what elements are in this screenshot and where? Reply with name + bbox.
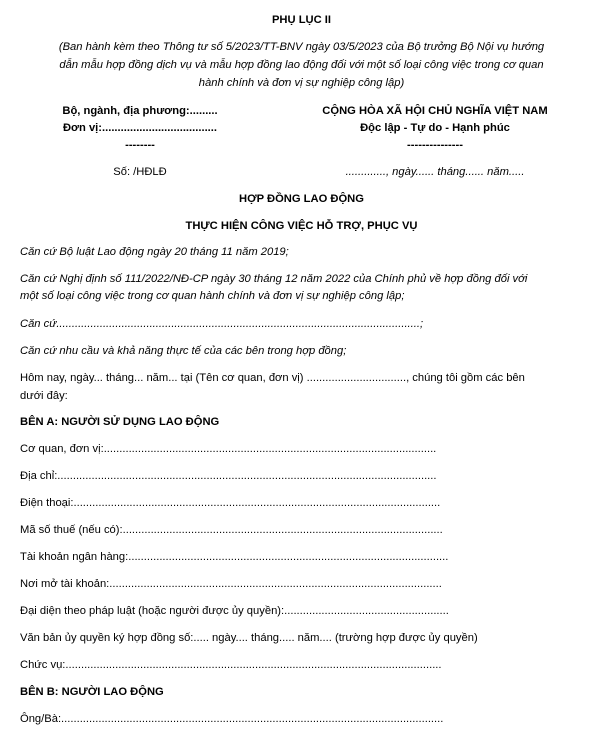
- right-divider: ---------------: [407, 139, 463, 151]
- appendix-subtitle-line-3: hành chính và đơn vị sự nghiệp công lập): [198, 77, 405, 89]
- contract-subtitle: THỰC HIỆN CÔNG VIỆC HỖ TRỢ, PHỤC VỤ: [185, 220, 418, 232]
- party-a-authorization-field: Văn bản ủy quyền ký hợp đồng số:..... ngày.... tháng..... năm.... (trường hợp được ủy quyền): [20, 632, 478, 644]
- contract-title: HỢP ĐỒNG LAO ĐỘNG: [239, 193, 364, 205]
- legal-basis-2-line-1: Căn cứ Nghị định số 111/2022/NĐ-CP ngày 30 tháng 12 năm 2022 của Chính phủ về hợp đồng đối với: [20, 273, 528, 285]
- party-a-position-field: Chức vụ:.........................................................................................................................: [20, 659, 442, 671]
- unit-line: Đơn vị:.....................................: [62, 122, 218, 134]
- party-a-agency-field: Cơ quan, đơn vị:...........................................................................................................: [20, 443, 437, 455]
- nation-title: CỘNG HÒA XÃ HỘI CHỦ NGHĨA VIỆT NAM: [322, 105, 548, 117]
- legal-basis-3: Căn cứ.....................................................................................................................;: [20, 318, 424, 330]
- party-b-name-field: Ông/Bà:...........................................................................................................................: [20, 713, 444, 725]
- party-a-representative-field: Đại diện theo pháp luật (hoặc người được ủy quyền):.....................................................: [20, 605, 449, 617]
- party-a-bank-branch-field: Nơi mở tài khoản:...........................................................................................................: [20, 578, 442, 590]
- contract-date: ............., ngày...... tháng...... năm.....: [345, 166, 525, 178]
- legal-basis-2-line-2: một số loại công việc trong cơ quan hành chính và đơn vị sự nghiệp công lập;: [20, 290, 405, 302]
- legal-basis-4: Căn cứ nhu cầu và khả năng thực tế của các bên trong hợp đồng;: [20, 345, 347, 357]
- party-a-bank-account-field: Tài khoản ngân hàng:.......................................................................................................: [20, 551, 449, 563]
- party-a-phone-field: Điện thoại:......................................................................................................................: [20, 497, 441, 509]
- contract-number: Số: /HĐLĐ: [113, 166, 167, 178]
- party-a-tax-code-field: Mã số thuế (nếu có):.......................................................................................................: [20, 524, 443, 536]
- left-divider: --------: [125, 139, 155, 151]
- appendix-subtitle-line-2: dẫn mẫu hợp đồng dịch vụ và mẫu hợp đồng lao động đối với một số loại công việc trong cơ quan: [59, 59, 544, 71]
- party-a-heading: BÊN A: NGƯỜI SỬ DỤNG LAO ĐỘNG: [20, 416, 220, 428]
- today-line-1: Hôm nay, ngày... tháng... năm... tại (Tên cơ quan, đơn vị) ................................, chúng tôi gồm các bên: [20, 372, 525, 384]
- today-line-2: dưới đây:: [20, 390, 68, 402]
- appendix-subtitle-line-1: (Ban hành kèm theo Thông tư số 5/2023/TT-BNV ngày 03/5/2023 của Bộ trưởng Bộ Nội vụ hướng: [58, 41, 545, 53]
- party-b-heading: BÊN B: NGƯỜI LAO ĐỘNG: [20, 686, 164, 698]
- ministry-line: Bộ, ngành, địa phương:.........: [62, 105, 218, 117]
- party-a-address-field: Địa chỉ:..........................................................................................................................: [20, 470, 437, 482]
- appendix-title: PHỤ LỤC II: [271, 14, 332, 26]
- legal-basis-1: Căn cứ Bộ luật Lao động ngày 20 tháng 11 năm 2019;: [20, 246, 289, 258]
- national-motto: Độc lập - Tự do - Hạnh phúc: [360, 122, 510, 134]
